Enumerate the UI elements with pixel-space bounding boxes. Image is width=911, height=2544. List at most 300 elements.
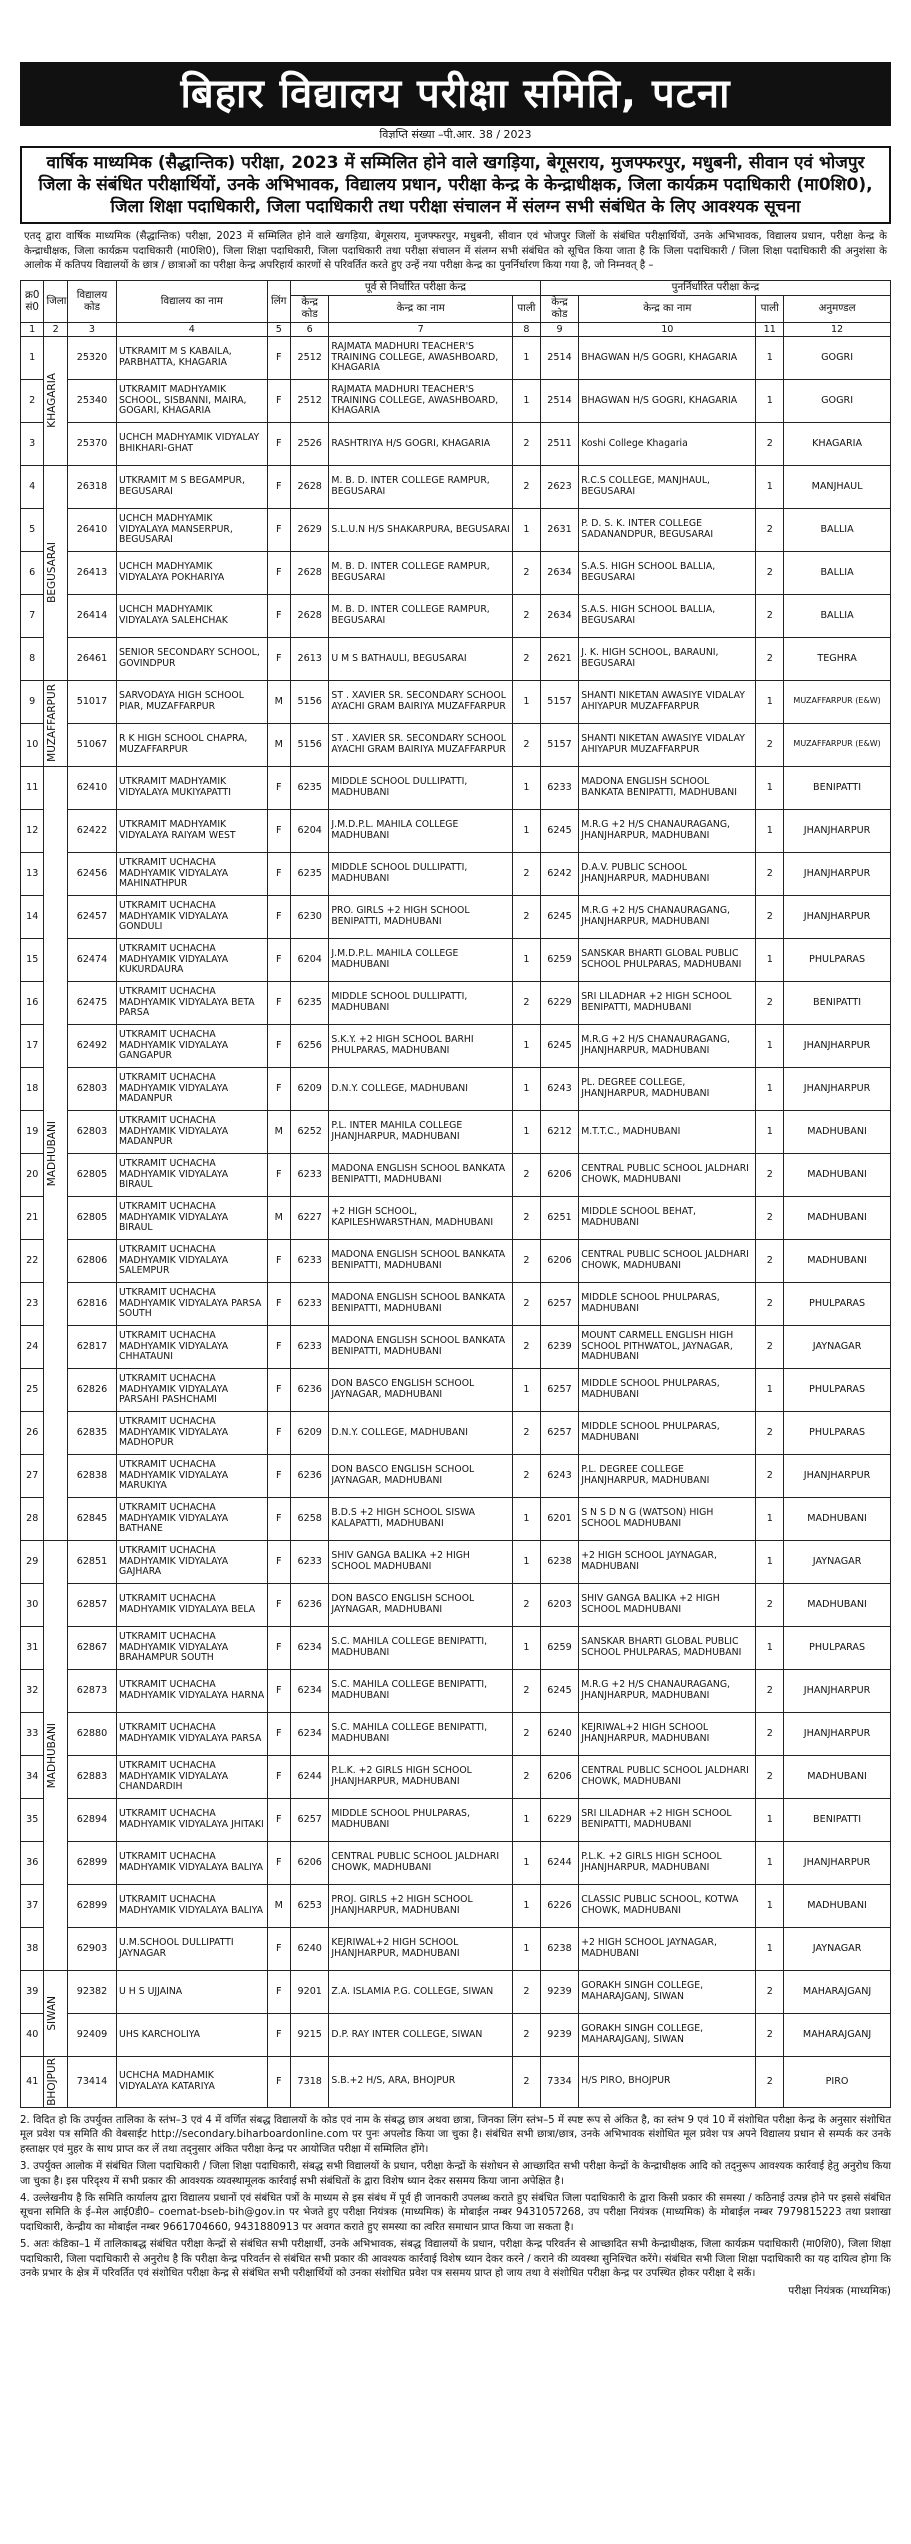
cell-subdivision: JAYNAGAR — [784, 1540, 891, 1583]
cell-school-code: 62475 — [67, 981, 116, 1024]
table-row — [21, 1540, 891, 1583]
cell-prev-shift: 2 — [513, 1755, 541, 1798]
cell-prev-centre-name: D.N.Y. COLLEGE, MADHUBANI — [329, 1411, 513, 1454]
col-prev-centre-name: केन्द्र का नाम — [329, 296, 513, 323]
cell-subdivision: JAYNAGAR — [784, 1325, 891, 1368]
cell-school-name: UTKRAMIT UCHACHA MADHYAMIK VIDYALAYA MADHOPUR — [117, 1411, 268, 1454]
cell-prev-centre-code: 6258 — [291, 1497, 329, 1540]
table-row — [21, 637, 891, 680]
cell-new-centre-name: +2 HIGH SCHOOL JAYNAGAR, MADHUBANI — [579, 1927, 756, 1970]
cell-school-name: UTKRAMIT UCHACHA MADHYAMIK VIDYALAYA CHHATAUNI — [117, 1325, 268, 1368]
cell-new-centre-code: 6245 — [540, 1669, 578, 1712]
cell-school-code: 62903 — [67, 1927, 116, 1970]
cell-new-shift: 1 — [756, 1798, 784, 1841]
cell-new-shift: 2 — [756, 1282, 784, 1325]
district-label: MADHUBANI — [46, 1722, 59, 1788]
cell-subdivision: PHULPARAS — [784, 1368, 891, 1411]
cell-prev-centre-code: 6236 — [291, 1368, 329, 1411]
cell-new-centre-code: 6233 — [540, 766, 578, 809]
cell-new-shift: 1 — [756, 336, 784, 379]
cell-school-name: R K HIGH SCHOOL CHAPRA, MUZAFFARPUR — [117, 723, 268, 766]
cell-school-name: UTKRAMIT MADHYAMIK VIDYALAYA MUKIYAPATTI — [117, 766, 268, 809]
cell-new-centre-code: 6229 — [540, 981, 578, 1024]
cell-new-centre-code: 6251 — [540, 1196, 578, 1239]
table-row — [21, 1024, 891, 1067]
cell-new-shift: 2 — [756, 1196, 784, 1239]
cell-gender: F — [267, 2056, 290, 2107]
cell-subdivision: JHANJHARPUR — [784, 1841, 891, 1884]
cell-prev-shift: 1 — [513, 336, 541, 379]
cell-school-code: 62857 — [67, 1583, 116, 1626]
table-row — [21, 1110, 891, 1153]
table-row — [21, 1411, 891, 1454]
cell-new-centre-name: CENTRAL PUBLIC SCHOOL JALDHARI CHOWK, MADHUBANI — [579, 1755, 756, 1798]
cell-gender: F — [267, 1798, 290, 1841]
cell-new-centre-name: SRI LILADHAR +2 HIGH SCHOOL BENIPATTI, MADHUBANI — [579, 1798, 756, 1841]
cell-new-centre-code: 6243 — [540, 1067, 578, 1110]
cell-new-centre-name: CENTRAL PUBLIC SCHOOL JALDHARI CHOWK, MADHUBANI — [579, 1153, 756, 1196]
table-row — [21, 1067, 891, 1110]
cell-subdivision: BALLIA — [784, 508, 891, 551]
cell-school-code: 26410 — [67, 508, 116, 551]
cell-district — [44, 766, 67, 1540]
table-row — [21, 379, 891, 422]
cell-school-name: UHS KARCHOLIYA — [117, 2013, 268, 2056]
cell-subdivision: TEGHRA — [784, 637, 891, 680]
cell-prev-shift: 2 — [513, 1239, 541, 1282]
table-row — [21, 1841, 891, 1884]
cell-new-centre-name: S.A.S. HIGH SCHOOL BALLIA, BEGUSARAI — [579, 551, 756, 594]
cell-new-centre-code: 2514 — [540, 379, 578, 422]
cell-sn: 22 — [21, 1239, 44, 1282]
col-new-centre-code: केन्द्र कोड — [540, 296, 578, 323]
cell-new-shift: 2 — [756, 981, 784, 1024]
cell-school-name: UCHCH MADHYAMIK VIDYALAY BHIKHARI-GHAT — [117, 422, 268, 465]
note-5: 5. अतः कंडिका–1 में तालिकाबद्ध संबंधित परीक्षा केन्द्रों से संबंधित सभी परीक्षार्थी, उनके अभिभावक, संबद्ध विद्यालयों के प्रधान, परीक्षा केन्द्र परिवर्तन से आच्छादित सभी केन्द्राधीक्षक, जिला कार्यक्रम पदाधिकारी (मा0शि0), जिला शिक्षा पदाधिकारी, जिला पदाधिकारी से अनुरोध है कि परीक्षा केन्द्र परिवर्तन से संबंधित सभी प्रकार की आवश्यक कार्रवाई विशेष ध्यान देकर करने / कराने की व्यवस्था सुनिश्चित करेंगे। संबंधित सभी जिला शिक्षा पदाधिकारी का यह दायित्व होगा कि उनके प्रभार के क्षेत्र में परिवर्तित एवं संशोधित परीक्षा केन्द्र से संबंधित सभी परीक्षार्थियों को उनका संशोधित प्रवेश पत्र ससमय प्राप्त हो जाय तथा वे संशोधित परीक्षा केन्द्र पर उपस्थित होकर परीक्षा दे सकें। — [20, 2239, 891, 2280]
table-row — [21, 1368, 891, 1411]
notice-intro: एतद् द्वारा वार्षिक माध्यमिक (सैद्धान्तिक) परीक्षा, 2023 में सम्मिलित होने वाले खगड़िया, बेगूसराय, मुजफ्फरपुर, मधुबनी, सीवान एवं भोजपुर जिलों के संबंधित परीक्षार्थियों, उनके अभिभावक, विद्यालय प्रधान, परीक्षा केन्द्र के केन्द्राधीक्षक, जिला कार्यक्रम पदाधिकारी (मा0शि0), जिला शिक्षा पदाधिकारी, जिला पदाधिकारी तथा परीक्षा संचालन में संलग्न सभी संबंधित को सूचित किया जाता है कि जिला पदाधिकारी / जिला शिक्षा पदाधिकारी की अनुशंसा के आलोक में कतिपय विद्यालयों के छात्र / छात्राओं का परीक्षा केन्द्र अपरिहार्य कारणों से परिवर्तित करते हुए उन्हें नया परीक्षा केन्द्र का पुनर्निर्धारण किया गया है, जो निम्नवत् है – — [24, 230, 887, 272]
cell-prev-shift: 2 — [513, 1153, 541, 1196]
cell-school-name: UTKRAMIT UCHACHA MADHYAMIK VIDYALAYA GAJHARA — [117, 1540, 268, 1583]
cell-prev-centre-code: 6233 — [291, 1239, 329, 1282]
note-4: 4. उल्लेखनीय है कि समिति कार्यालय द्वारा विद्यालय प्रधानों एवं संबंधित पत्रों के माध्यम से इस संबंध में पूर्व ही जानकारी उपलब्ध कराते हुए संबंधित जिला पदाधिकारी के द्वारा किसी प्रकार की समस्या / कठिनाई उत्पन्न होने पर इससे संबंधित सूचना समिति के ई–मेल आई0डी0– coemat-bseb-bih@gov.in पर भेजते हुए परीक्षा नियंत्रक (माध्यमिक) के मोबाईल नम्बर 9431057268, उप परीक्षा नियंत्रक (माध्यमिक) के मोबाईल नम्बर 7979815223 तथा प्रशाखा पदाधिकारी, केन्द्रीय का मोबाईल नम्बर 9661704660, 9431880913 पर अवगत कराते हुए समस्या का त्वरित समाधान प्राप्त किया जा सकता है। — [20, 2192, 891, 2233]
cell-prev-shift: 2 — [513, 1970, 541, 2013]
col-new-shift: पाली — [756, 296, 784, 323]
cell-sn: 15 — [21, 938, 44, 981]
cell-prev-centre-code: 6233 — [291, 1153, 329, 1196]
cell-school-code: 62838 — [67, 1454, 116, 1497]
notice-subject: वार्षिक माध्यमिक (सैद्धान्तिक) परीक्षा, 2023 में सम्मिलित होने वाले खगड़िया, बेगूसराय, मुजफ्फरपुर, मधुबनी, सीवान एवं भोजपुर जिला के संबंधित परीक्षार्थियों, उनके अभिभावक, विद्यालय प्रधान, परीक्षा केन्द्र के केन्द्राधीक्षक, जिला कार्यक्रम पदाधिकारी (मा0शि0), जिला शिक्षा पदाधिकारी, जिला पदाधिकारी तथा परीक्षा संचालन में संलग्न सभी संबंधित के लिए आवश्यक सूचना — [20, 146, 891, 224]
cell-new-centre-code: 6226 — [540, 1884, 578, 1927]
cell-new-centre-name: M.R.G +2 H/S CHANAURAGANG, JHANJHARPUR, MADHUBANI — [579, 1024, 756, 1067]
notice-notes — [20, 2108, 891, 2282]
cell-prev-shift: 2 — [513, 1583, 541, 1626]
cell-prev-centre-code: 6257 — [291, 1798, 329, 1841]
cell-prev-shift: 1 — [513, 809, 541, 852]
cell-prev-centre-code: 6204 — [291, 938, 329, 981]
cell-school-code: 62899 — [67, 1884, 116, 1927]
cell-prev-centre-name: MADONA ENGLISH SCHOOL BANKATA BENIPATTI, MADHUBANI — [329, 1153, 513, 1196]
cell-prev-shift: 2 — [513, 1454, 541, 1497]
cell-new-centre-name: MIDDLE SCHOOL BEHAT, MADHUBANI — [579, 1196, 756, 1239]
cell-sn: 29 — [21, 1540, 44, 1583]
cell-school-name: UTKRAMIT UCHACHA MADHYAMIK VIDYALAYA HARNA — [117, 1669, 268, 1712]
cell-school-name: UTKRAMIT UCHACHA MADHYAMIK VIDYALAYA MADANPUR — [117, 1067, 268, 1110]
cell-new-shift: 2 — [756, 852, 784, 895]
centre-change-table — [20, 280, 891, 2107]
cell-prev-shift: 1 — [513, 1368, 541, 1411]
table-row — [21, 1626, 891, 1669]
cell-new-shift: 2 — [756, 422, 784, 465]
cell-prev-shift: 1 — [513, 680, 541, 723]
cell-prev-centre-code: 2512 — [291, 336, 329, 379]
cell-new-centre-code: 5157 — [540, 723, 578, 766]
district-label: BEGUSARAI — [46, 542, 59, 604]
cell-subdivision: PHULPARAS — [784, 1282, 891, 1325]
cell-new-shift: 1 — [756, 680, 784, 723]
col-gender: लिंग — [267, 281, 290, 322]
cell-gender: F — [267, 379, 290, 422]
cell-gender: F — [267, 938, 290, 981]
cell-sn: 40 — [21, 2013, 44, 2056]
cell-gender: M — [267, 1110, 290, 1153]
cell-school-name: U H S UJJAINA — [117, 1970, 268, 2013]
cell-school-name: UTKRAMIT UCHACHA MADHYAMIK VIDYALAYA KUKURDAURA — [117, 938, 268, 981]
cell-school-code: 25370 — [67, 422, 116, 465]
cell-new-shift: 1 — [756, 766, 784, 809]
cell-prev-centre-name: MIDDLE SCHOOL DULLIPATTI, MADHUBANI — [329, 852, 513, 895]
cell-prev-centre-name: J.M.D.P.L. MAHILA COLLEGE MADHUBANI — [329, 938, 513, 981]
cell-prev-centre-name: S.C. MAHILA COLLEGE BENIPATTI, MADHUBANI — [329, 1626, 513, 1669]
col-prev-centre-group: पूर्व से निर्धारित परीक्षा केन्द्र — [291, 281, 541, 296]
cell-new-centre-name: S.A.S. HIGH SCHOOL BALLIA, BEGUSARAI — [579, 594, 756, 637]
cell-school-code: 26461 — [67, 637, 116, 680]
cell-sn: 19 — [21, 1110, 44, 1153]
cell-prev-centre-code: 2628 — [291, 551, 329, 594]
cell-new-shift: 2 — [756, 1970, 784, 2013]
col-number: 12 — [784, 322, 891, 336]
cell-school-name: UTKRAMIT UCHACHA MADHYAMIK VIDYALAYA PARSA — [117, 1712, 268, 1755]
cell-sn: 6 — [21, 551, 44, 594]
cell-district — [44, 336, 67, 465]
cell-new-centre-code: 6229 — [540, 1798, 578, 1841]
cell-school-code: 73414 — [67, 2056, 116, 2107]
cell-new-centre-name: KEJRIWAL+2 HIGH SCHOOL JHANJHARPUR, MADHUBANI — [579, 1712, 756, 1755]
cell-new-centre-name: H/S PIRO, BHOJPUR — [579, 2056, 756, 2107]
cell-new-centre-code: 6203 — [540, 1583, 578, 1626]
cell-sn: 21 — [21, 1196, 44, 1239]
cell-new-shift: 1 — [756, 1067, 784, 1110]
cell-prev-centre-name: U M S BATHAULI, BEGUSARAI — [329, 637, 513, 680]
cell-gender: M — [267, 680, 290, 723]
cell-school-code: 92382 — [67, 1970, 116, 2013]
cell-prev-centre-code: 6233 — [291, 1282, 329, 1325]
cell-school-code: 62410 — [67, 766, 116, 809]
cell-gender: F — [267, 1325, 290, 1368]
cell-subdivision: MADHUBANI — [784, 1153, 891, 1196]
cell-sn: 28 — [21, 1497, 44, 1540]
cell-school-code: 51017 — [67, 680, 116, 723]
cell-subdivision: MADHUBANI — [784, 1196, 891, 1239]
cell-prev-shift: 2 — [513, 723, 541, 766]
cell-prev-shift: 1 — [513, 508, 541, 551]
cell-prev-shift: 1 — [513, 1497, 541, 1540]
cell-sn: 36 — [21, 1841, 44, 1884]
cell-school-code: 26413 — [67, 551, 116, 594]
cell-new-centre-name: R.C.S COLLEGE, MANJHAUL, BEGUSARAI — [579, 465, 756, 508]
cell-prev-centre-name: ST . XAVIER SR. SECONDARY SCHOOL AYACHI GRAM BAIRIYA MUZAFFARPUR — [329, 723, 513, 766]
col-number: 11 — [756, 322, 784, 336]
cell-new-centre-name: M.R.G +2 H/S CHANAURAGANG, JHANJHARPUR, MADHUBANI — [579, 1669, 756, 1712]
table-row — [21, 336, 891, 379]
cell-new-shift: 2 — [756, 1669, 784, 1712]
cell-prev-shift: 2 — [513, 594, 541, 637]
cell-prev-centre-name: J.M.D.P.L. MAHILA COLLEGE MADHUBANI — [329, 809, 513, 852]
cell-school-name: UCHCH MADHYAMIK VIDYALAYA SALEHCHAK — [117, 594, 268, 637]
cell-new-shift: 2 — [756, 1454, 784, 1497]
table-row — [21, 1196, 891, 1239]
cell-school-code: 62803 — [67, 1067, 116, 1110]
cell-prev-centre-name: S.B.+2 H/S, ARA, BHOJPUR — [329, 2056, 513, 2107]
cell-prev-centre-code: 2629 — [291, 508, 329, 551]
cell-school-name: UTKRAMIT M S KABAILA, PARBHATTA, KHAGARIA — [117, 336, 268, 379]
table-row — [21, 1712, 891, 1755]
cell-new-centre-code: 6206 — [540, 1153, 578, 1196]
cell-school-name: UTKRAMIT M S BEGAMPUR, BEGUSARAI — [117, 465, 268, 508]
cell-school-code: 92409 — [67, 2013, 116, 2056]
table-row — [21, 1927, 891, 1970]
cell-school-code: 62806 — [67, 1239, 116, 1282]
cell-new-centre-code: 2634 — [540, 594, 578, 637]
cell-prev-centre-name: DON BASCO ENGLISH SCHOOL JAYNAGAR, MADHUBANI — [329, 1368, 513, 1411]
cell-gender: F — [267, 465, 290, 508]
cell-sn: 27 — [21, 1454, 44, 1497]
cell-sn: 16 — [21, 981, 44, 1024]
cell-gender: F — [267, 422, 290, 465]
cell-school-code: 51067 — [67, 723, 116, 766]
cell-prev-centre-code: 6253 — [291, 1884, 329, 1927]
cell-new-centre-code: 2634 — [540, 551, 578, 594]
cell-prev-shift: 2 — [513, 1712, 541, 1755]
cell-gender: F — [267, 508, 290, 551]
cell-prev-centre-name: S.C. MAHILA COLLEGE BENIPATTI, MADHUBANI — [329, 1669, 513, 1712]
cell-new-centre-code: 6245 — [540, 895, 578, 938]
cell-new-centre-name: P.L. DEGREE COLLEGE JHANJHARPUR, MADHUBANI — [579, 1454, 756, 1497]
cell-gender: F — [267, 1669, 290, 1712]
cell-new-shift: 2 — [756, 1583, 784, 1626]
table-row — [21, 594, 891, 637]
col-number: 9 — [540, 322, 578, 336]
cell-new-shift: 1 — [756, 1497, 784, 1540]
cell-gender: F — [267, 336, 290, 379]
district-label: BHOJPUR — [46, 2057, 59, 2106]
cell-subdivision: MADHUBANI — [784, 1110, 891, 1153]
cell-new-shift: 2 — [756, 1325, 784, 1368]
cell-new-centre-code: 6206 — [540, 1755, 578, 1798]
cell-new-centre-name: SHANTI NIKETAN AWASIYE VIDALAY AHIYAPUR MUZAFFARPUR — [579, 680, 756, 723]
cell-prev-centre-code: 6234 — [291, 1626, 329, 1669]
cell-prev-centre-name: RAJMATA MADHURI TEACHER'S TRAINING COLLEGE, AWASHBOARD, KHAGARIA — [329, 336, 513, 379]
cell-gender: F — [267, 895, 290, 938]
cell-prev-centre-name: M. B. D. INTER COLLEGE RAMPUR, BEGUSARAI — [329, 594, 513, 637]
cell-new-centre-name: MADONA ENGLISH SCHOOL BANKATA BENIPATTI, MADHUBANI — [579, 766, 756, 809]
cell-school-code: 62880 — [67, 1712, 116, 1755]
col-prev-centre-code: केन्द्र कोड — [291, 296, 329, 323]
col-number: 1 — [21, 322, 44, 336]
cell-prev-shift: 1 — [513, 1024, 541, 1067]
cell-new-centre-name: P. D. S. K. INTER COLLEGE SADANANDPUR, BEGUSARAI — [579, 508, 756, 551]
cell-school-name: UTKRAMIT UCHACHA MADHYAMIK VIDYALAYA SALEMPUR — [117, 1239, 268, 1282]
cell-gender: F — [267, 1841, 290, 1884]
cell-school-name: UTKRAMIT UCHACHA MADHYAMIK VIDYALAYA JHITAKI — [117, 1798, 268, 1841]
col-district: जिला — [44, 281, 67, 322]
cell-new-centre-code: 6238 — [540, 1927, 578, 1970]
col-number: 3 — [67, 322, 116, 336]
table-row — [21, 1153, 891, 1196]
cell-subdivision: MANJHAUL — [784, 465, 891, 508]
cell-gender: F — [267, 1282, 290, 1325]
cell-prev-shift: 1 — [513, 1540, 541, 1583]
cell-prev-shift: 2 — [513, 1325, 541, 1368]
cell-prev-shift: 2 — [513, 2013, 541, 2056]
cell-school-code: 62899 — [67, 1841, 116, 1884]
cell-school-code: 62805 — [67, 1153, 116, 1196]
cell-subdivision: BALLIA — [784, 551, 891, 594]
cell-prev-shift: 1 — [513, 766, 541, 809]
cell-subdivision: JHANJHARPUR — [784, 1454, 891, 1497]
cell-new-shift: 1 — [756, 1841, 784, 1884]
col-number: 4 — [117, 322, 268, 336]
cell-sn: 38 — [21, 1927, 44, 1970]
cell-new-centre-name: M.R.G +2 H/S CHANAURAGANG, JHANJHARPUR, MADHUBANI — [579, 809, 756, 852]
cell-gender: M — [267, 723, 290, 766]
cell-subdivision: MAHARAJGANJ — [784, 1970, 891, 2013]
cell-prev-centre-code: 6236 — [291, 1583, 329, 1626]
cell-school-code: 62851 — [67, 1540, 116, 1583]
cell-school-name: SENIOR SECONDARY SCHOOL, GOVINDPUR — [117, 637, 268, 680]
cell-subdivision: MADHUBANI — [784, 1884, 891, 1927]
cell-new-shift: 1 — [756, 1110, 784, 1153]
cell-gender: F — [267, 637, 290, 680]
cell-gender: F — [267, 1712, 290, 1755]
col-number: 8 — [513, 322, 541, 336]
cell-prev-centre-name: P.L. INTER MAHILA COLLEGE JHANJHARPUR, MADHUBANI — [329, 1110, 513, 1153]
cell-prev-shift: 1 — [513, 1927, 541, 1970]
col-new-centre-name: केन्द्र का नाम — [579, 296, 756, 323]
table-row — [21, 1755, 891, 1798]
cell-subdivision: JHANJHARPUR — [784, 895, 891, 938]
cell-new-centre-code: 2631 — [540, 508, 578, 551]
cell-new-shift: 2 — [756, 1712, 784, 1755]
cell-new-centre-name: MIDDLE SCHOOL PHULPARAS, MADHUBANI — [579, 1411, 756, 1454]
cell-new-shift: 1 — [756, 1884, 784, 1927]
cell-prev-shift: 2 — [513, 1282, 541, 1325]
cell-school-name: UTKRAMIT UCHACHA MADHYAMIK VIDYALAYA MAHINATHPUR — [117, 852, 268, 895]
cell-subdivision: BENIPATTI — [784, 766, 891, 809]
cell-prev-centre-code: 2526 — [291, 422, 329, 465]
cell-new-centre-name: SHANTI NIKETAN AWASIYE VIDALAY AHIYAPUR MUZAFFARPUR — [579, 723, 756, 766]
table-row — [21, 1884, 891, 1927]
cell-prev-centre-code: 6234 — [291, 1669, 329, 1712]
col-school-name: विद्यालय का नाम — [117, 281, 268, 322]
cell-sn: 32 — [21, 1669, 44, 1712]
cell-new-shift: 1 — [756, 809, 784, 852]
cell-prev-centre-code: 6235 — [291, 981, 329, 1024]
col-school-code: विद्यालय कोड — [67, 281, 116, 322]
cell-gender: F — [267, 1970, 290, 2013]
table-row — [21, 766, 891, 809]
cell-school-name: UTKRAMIT UCHACHA MADHYAMIK VIDYALAYA BRAHAMPUR SOUTH — [117, 1626, 268, 1669]
cell-subdivision: PHULPARAS — [784, 1626, 891, 1669]
cell-subdivision: BENIPATTI — [784, 981, 891, 1024]
cell-new-centre-code: 6243 — [540, 1454, 578, 1497]
cell-prev-centre-name: DON BASCO ENGLISH SCHOOL JAYNAGAR, MADHUBANI — [329, 1583, 513, 1626]
cell-new-centre-code: 2623 — [540, 465, 578, 508]
cell-subdivision: MADHUBANI — [784, 1755, 891, 1798]
cell-school-code: 62845 — [67, 1497, 116, 1540]
cell-prev-centre-name: +2 HIGH SCHOOL, KAPILESHWARSTHAN, MADHUBANI — [329, 1196, 513, 1239]
cell-new-centre-code: 5157 — [540, 680, 578, 723]
cell-new-shift: 2 — [756, 637, 784, 680]
district-label: SIWAN — [46, 1995, 59, 2031]
cell-gender: F — [267, 551, 290, 594]
cell-sn: 12 — [21, 809, 44, 852]
cell-school-name: UTKRAMIT UCHACHA MADHYAMIK VIDYALAYA BIRAUL — [117, 1153, 268, 1196]
cell-prev-centre-name: CENTRAL PUBLIC SCHOOL JALDHARI CHOWK, MADHUBANI — [329, 1841, 513, 1884]
cell-gender: F — [267, 1454, 290, 1497]
cell-sn: 35 — [21, 1798, 44, 1841]
cell-new-centre-name: SANSKAR BHARTI GLOBAL PUBLIC SCHOOL PHULPARAS, MADHUBANI — [579, 938, 756, 981]
cell-prev-centre-code: 6252 — [291, 1110, 329, 1153]
cell-school-name: UTKRAMIT UCHACHA MADHYAMIK VIDYALAYA GANGAPUR — [117, 1024, 268, 1067]
cell-sn: 30 — [21, 1583, 44, 1626]
cell-prev-centre-code: 6235 — [291, 852, 329, 895]
cell-new-centre-name: MIDDLE SCHOOL PHULPARAS, MADHUBANI — [579, 1368, 756, 1411]
cell-subdivision: JHANJHARPUR — [784, 852, 891, 895]
cell-gender: F — [267, 1153, 290, 1196]
table-row — [21, 2013, 891, 2056]
cell-sn: 10 — [21, 723, 44, 766]
cell-subdivision: JHANJHARPUR — [784, 1669, 891, 1712]
cell-subdivision: JHANJHARPUR — [784, 809, 891, 852]
cell-prev-centre-name: MADONA ENGLISH SCHOOL BANKATA BENIPATTI, MADHUBANI — [329, 1239, 513, 1282]
cell-school-name: UTKRAMIT UCHACHA MADHYAMIK VIDYALAYA BETA PARSA — [117, 981, 268, 1024]
cell-new-centre-code: 6257 — [540, 1282, 578, 1325]
cell-school-code: 62873 — [67, 1669, 116, 1712]
cell-school-code: 62867 — [67, 1626, 116, 1669]
table-row — [21, 422, 891, 465]
cell-sn: 5 — [21, 508, 44, 551]
cell-prev-shift: 2 — [513, 551, 541, 594]
cell-prev-shift: 2 — [513, 1411, 541, 1454]
cell-prev-centre-code: 6204 — [291, 809, 329, 852]
table-row — [21, 680, 891, 723]
cell-new-centre-code: 6201 — [540, 1497, 578, 1540]
cell-subdivision: PIRO — [784, 2056, 891, 2107]
cell-new-shift: 1 — [756, 1368, 784, 1411]
cell-sn: 17 — [21, 1024, 44, 1067]
table-row — [21, 938, 891, 981]
note-3: 3. उपर्युक्त आलोक में संबंधित जिला पदाधिकारी / जिला शिक्षा पदाधिकारी, संबद्ध सभी विद्यालयों के प्रधान, परीक्षा केन्द्रों के संशोधन से आच्छादित सभी परीक्षा केन्द्रों के केन्द्राधीक्षक आदि को तद्नुरूप आवश्यक कार्रवाई हेतु अनुरोध किया जा चुका है। इस परिदृश्य में सभी प्रकार की आवश्यक व्यवस्थामूलक कार्रवाई सभी संबंधितों के द्वारा विशेष ध्यान देकर ससमय किया जाना अपेक्षित है। — [20, 2161, 891, 2187]
cell-school-code: 62894 — [67, 1798, 116, 1841]
cell-new-centre-code: 9239 — [540, 1970, 578, 2013]
cell-prev-centre-code: 5156 — [291, 723, 329, 766]
cell-new-centre-code: 9239 — [540, 2013, 578, 2056]
cell-gender: F — [267, 809, 290, 852]
cell-new-centre-code: 6242 — [540, 852, 578, 895]
notice-number: विज्ञप्ति संख्या –पी.आर. 38 / 2023 — [379, 128, 532, 141]
cell-prev-centre-name: D.P. RAY INTER COLLEGE, SIWAN — [329, 2013, 513, 2056]
